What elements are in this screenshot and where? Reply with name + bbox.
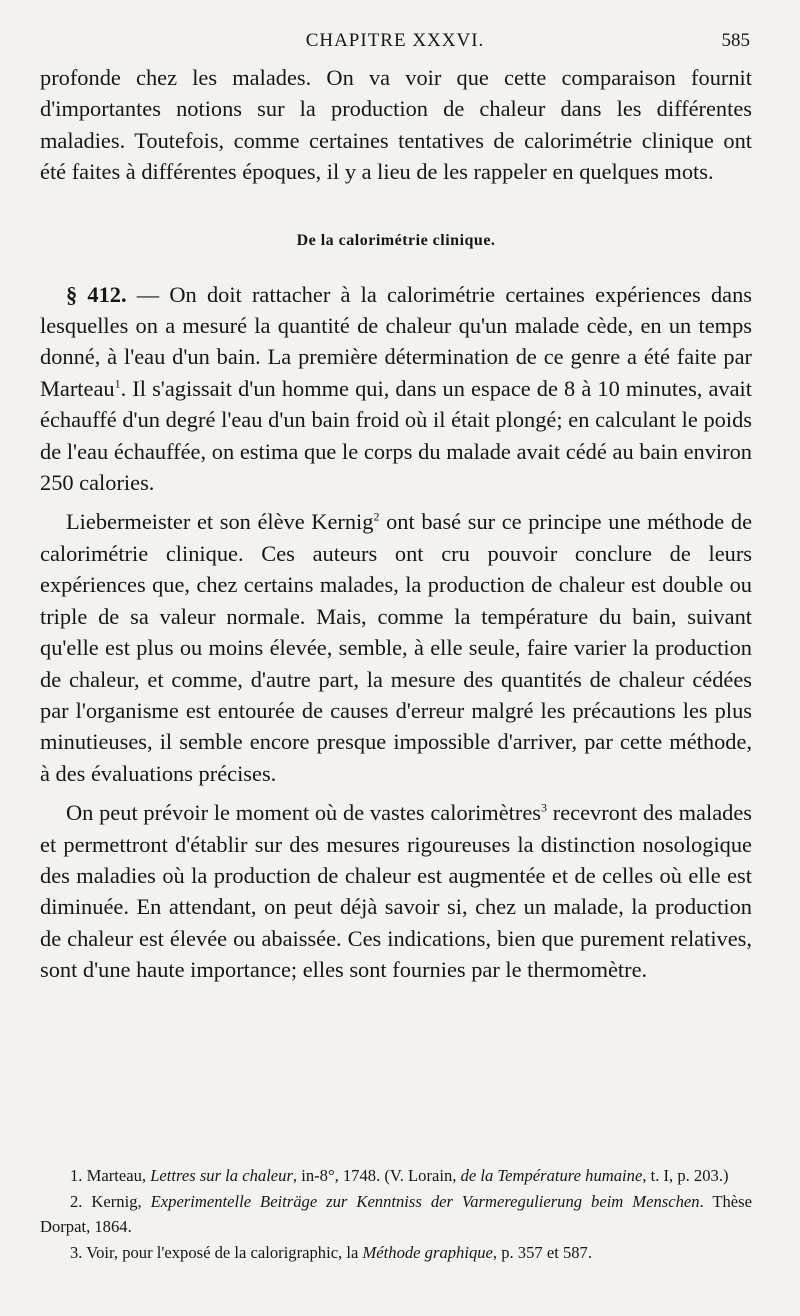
paragraph-liebermeister: Liebermeister et son élève Kernig$^2$ ont basé sur ce principe une méthode de calorimétrie clinique. Ces auteurs ont cru pouvoir conclure de leurs expériences que, chez certains malades, la production de chaleur est double ou triple de sa valeur normale. Mais, comme la température du bain, suivant qu'elle est plus ou moins élevée, semble, à elle seule, faire varier la production de chaleur, et comme, d'autre part, la mesure des quantités de chaleur cédées par l'organisme est entourée de causes d'erreur malgré les précautions les plus minutieuses, il semble encore presque impossible d'arriver, par cette méthode, à des évaluations précises. bbox=[40, 509, 753, 786]
paragraph-calorimeters: On peut prévoir le moment où de vastes calorimètres$^3$ recevront des malades et permettront d'établir sur des mesures rigoureuses la distinction nosologique des maladies où la production de chaleur est augmentée et de celles où elle est diminuée. En attendant, on peut déjà savoir si, chez un malade, la production de chaleur est élevée ou abaissée. Ces indications, bien que purement relatives, sont d'une haute importance; elles sont fournies par le thermomètre. bbox=[40, 800, 752, 983]
chapter-heading: CHAPITRE XXXVI. bbox=[305, 30, 485, 51]
footnote-1: 1. Marteau, Lettres sur la chaleur, in-8°, 1748. (V. Lorain, de la Température humaine, t. I, p. 203.) bbox=[70, 1166, 729, 1185]
footnote-ref-3: 3 bbox=[541, 800, 547, 815]
paragraph-412: § 412. — On doit rattacher à la calorimétrie certaines expériences dans lesquelles on a mesuré la quantité de chaleur qu'un malade cède, en un temps donné, à l'eau d'un bain. La première détermination de ce genre a été faite par Marteau$^1$. Il s'agissait d'un homme qui, dans un espace de 8 à 10 minutes, avait échauffé d'un degré l'eau d'un bain froid où il était plongé; en calculant le poids de l'eau échauffée, on estima que le corps du malade avait cédé au bain environ 250 calories. bbox=[40, 281, 752, 496]
paragraph-continued: profonde chez les malades. On va voir que cette comparaison fournit d'importantes notions sur la production de chaleur dans les différentes maladies. Toutefois, comme certaines tentatives de calorimétrie clinique ont été faites à différentes époques, il y a lieu de les rappeler en quelques mots. bbox=[40, 65, 752, 185]
footnote-3: 3. Voir, pour l'exposé de la calorigraphic, la Méthode graphique, p. 357 et 587. bbox=[70, 1242, 592, 1262]
section-number: § 412. bbox=[66, 281, 127, 307]
running-header bbox=[40, 30, 750, 60]
body-text bbox=[40, 62, 752, 986]
section-title: De la calorimétrie clinique. bbox=[296, 231, 496, 249]
footnote-2: 2. Kernig, Experimentelle Beiträge zur Kenntniss der Varmeregulierung beim Menschen. Thèse Dorpat, 1864. bbox=[40, 1191, 752, 1236]
footnote-ref-2: 2 bbox=[373, 510, 380, 524]
footnotes bbox=[40, 1163, 752, 1265]
footnote-ref-1: 1 bbox=[114, 376, 121, 391]
page-number: 585 bbox=[721, 30, 750, 51]
